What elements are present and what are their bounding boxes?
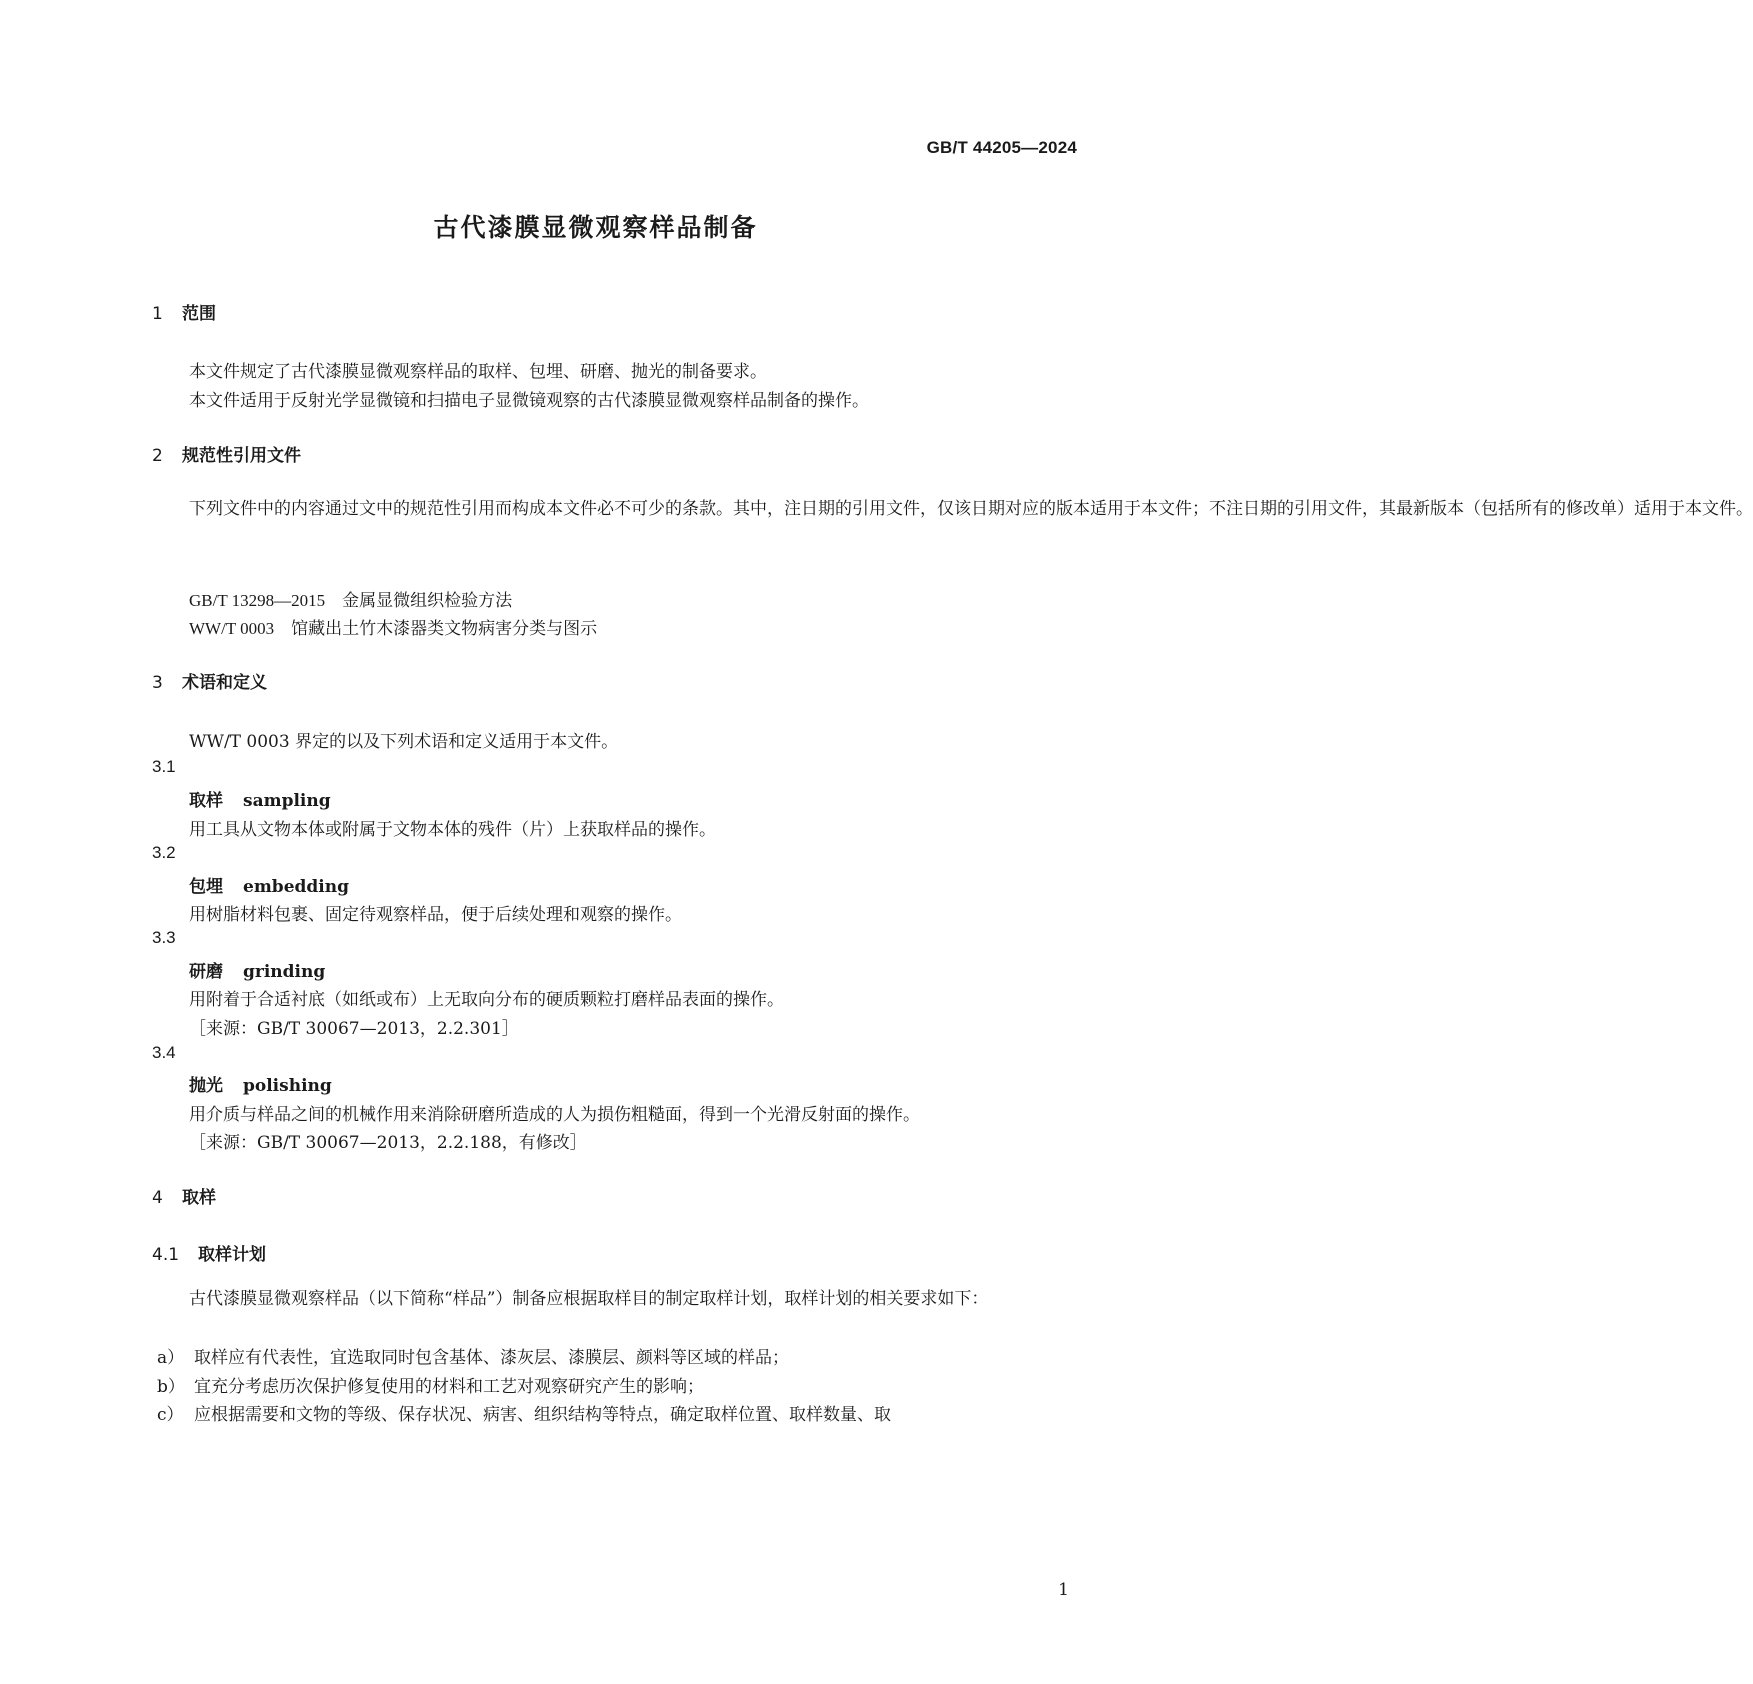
section-4-1-heading [152,1240,266,1265]
list-label: c） [157,1405,184,1425]
section-2-heading [152,441,301,466]
term-en: embedding [243,877,349,897]
term-number: 3.3 [152,928,176,947]
section-3-heading [152,668,267,693]
section-number: 2 [152,446,163,466]
section-title: 取样计划 [198,1245,266,1265]
page-number: 1 [1058,1580,1069,1600]
standard-number: GB/T 44205—2024 [926,138,1077,157]
list-label: b） [157,1377,185,1397]
term-zh: 包埋 [189,877,223,897]
term-definition: 用树脂材料包裹、固定待观察样品，便于后续处理和观察的操作。 [189,905,682,925]
section-title: 术语和定义 [182,673,267,693]
term-name [189,957,325,982]
normative-intro [152,495,1753,524]
term-en: sampling [243,791,331,811]
list-item [157,1400,891,1425]
term-source: ［来源：GB/T 30067—2013，2.2.301］ [189,1019,519,1039]
reference-item: GB/T 13298—2015 金属显微组织检验方法 [189,591,513,610]
paragraph: 下列文件中的内容通过文中的规范性引用而构成本文件必不可少的条款。其中，注日期的引用文件，仅该日期对应的版本适用于本文件；不注日期的引用文件，其最新版本（包括所有的修改单）适用于本文件。 [189,499,1753,519]
list-label: a） [157,1348,185,1368]
paragraph: 本文件规定了古代漆膜显微观察样品的取样、包埋、研磨、抛光的制备要求。 [189,362,767,382]
section-number: 1 [152,304,163,324]
section-number: 4 [152,1188,163,1208]
term-name [189,872,349,897]
section-number: 4.1 [152,1245,180,1265]
section-1-heading [152,299,216,324]
term-name [189,786,331,811]
term-name [189,1071,332,1096]
paragraph: 本文件适用于反射光学显微镜和扫描电子显微镜观察的古代漆膜显微观察样品制备的操作。 [189,391,869,411]
sampling-plan-intro [152,1285,1077,1314]
term-number: 3.1 [152,757,176,776]
term-zh: 抛光 [189,1076,223,1096]
document-title: 古代漆膜显微观察样品制备 [433,213,758,242]
list-item [157,1343,789,1368]
reference-item: WW/T 0003 馆藏出土竹木漆器类文物病害分类与图示 [189,619,598,638]
list-text: 取样应有代表性，宜选取同时包含基体、漆灰层、漆膜层、颜料等区域的样品； [194,1348,789,1368]
list-text: 应根据需要和文物的等级、保存状况、病害、组织结构等特点，确定取样位置、取样数量、取 [194,1405,891,1425]
paragraph: 古代漆膜显微观察样品（以下简称“样品”）制备应根据取样目的制定取样计划，取样计划的相关要求如下： [189,1289,989,1309]
section-title: 取样 [182,1188,216,1208]
paragraph: WW/T 0003 界定的以及下列术语和定义适用于本文件。 [189,732,619,752]
list-text: 宜充分考虑历次保护修复使用的材料和工艺对观察研究产生的影响； [194,1377,704,1397]
section-title: 范围 [182,304,216,324]
section-4-heading [152,1183,216,1208]
term-zh: 取样 [189,791,223,811]
term-definition: 用介质与样品之间的机械作用来消除研磨所造成的人为损伤粗糙面，得到一个光滑反射面的操作。 [189,1105,920,1125]
section-title: 规范性引用文件 [182,446,301,466]
term-number: 3.4 [152,1043,176,1062]
term-number: 3.2 [152,843,176,862]
term-en: polishing [243,1076,332,1096]
section-number: 3 [152,673,163,693]
term-definition: 用工具从文物本体或附属于文物本体的残件（片）上获取样品的操作。 [189,820,716,840]
term-zh: 研磨 [189,962,223,982]
list-item [157,1372,704,1397]
term-en: grinding [243,962,326,982]
term-source: ［来源：GB/T 30067—2013，2.2.188，有修改］ [189,1133,587,1153]
term-definition: 用附着于合适衬底（如纸或布）上无取向分布的硬质颗粒打磨样品表面的操作。 [189,990,784,1010]
